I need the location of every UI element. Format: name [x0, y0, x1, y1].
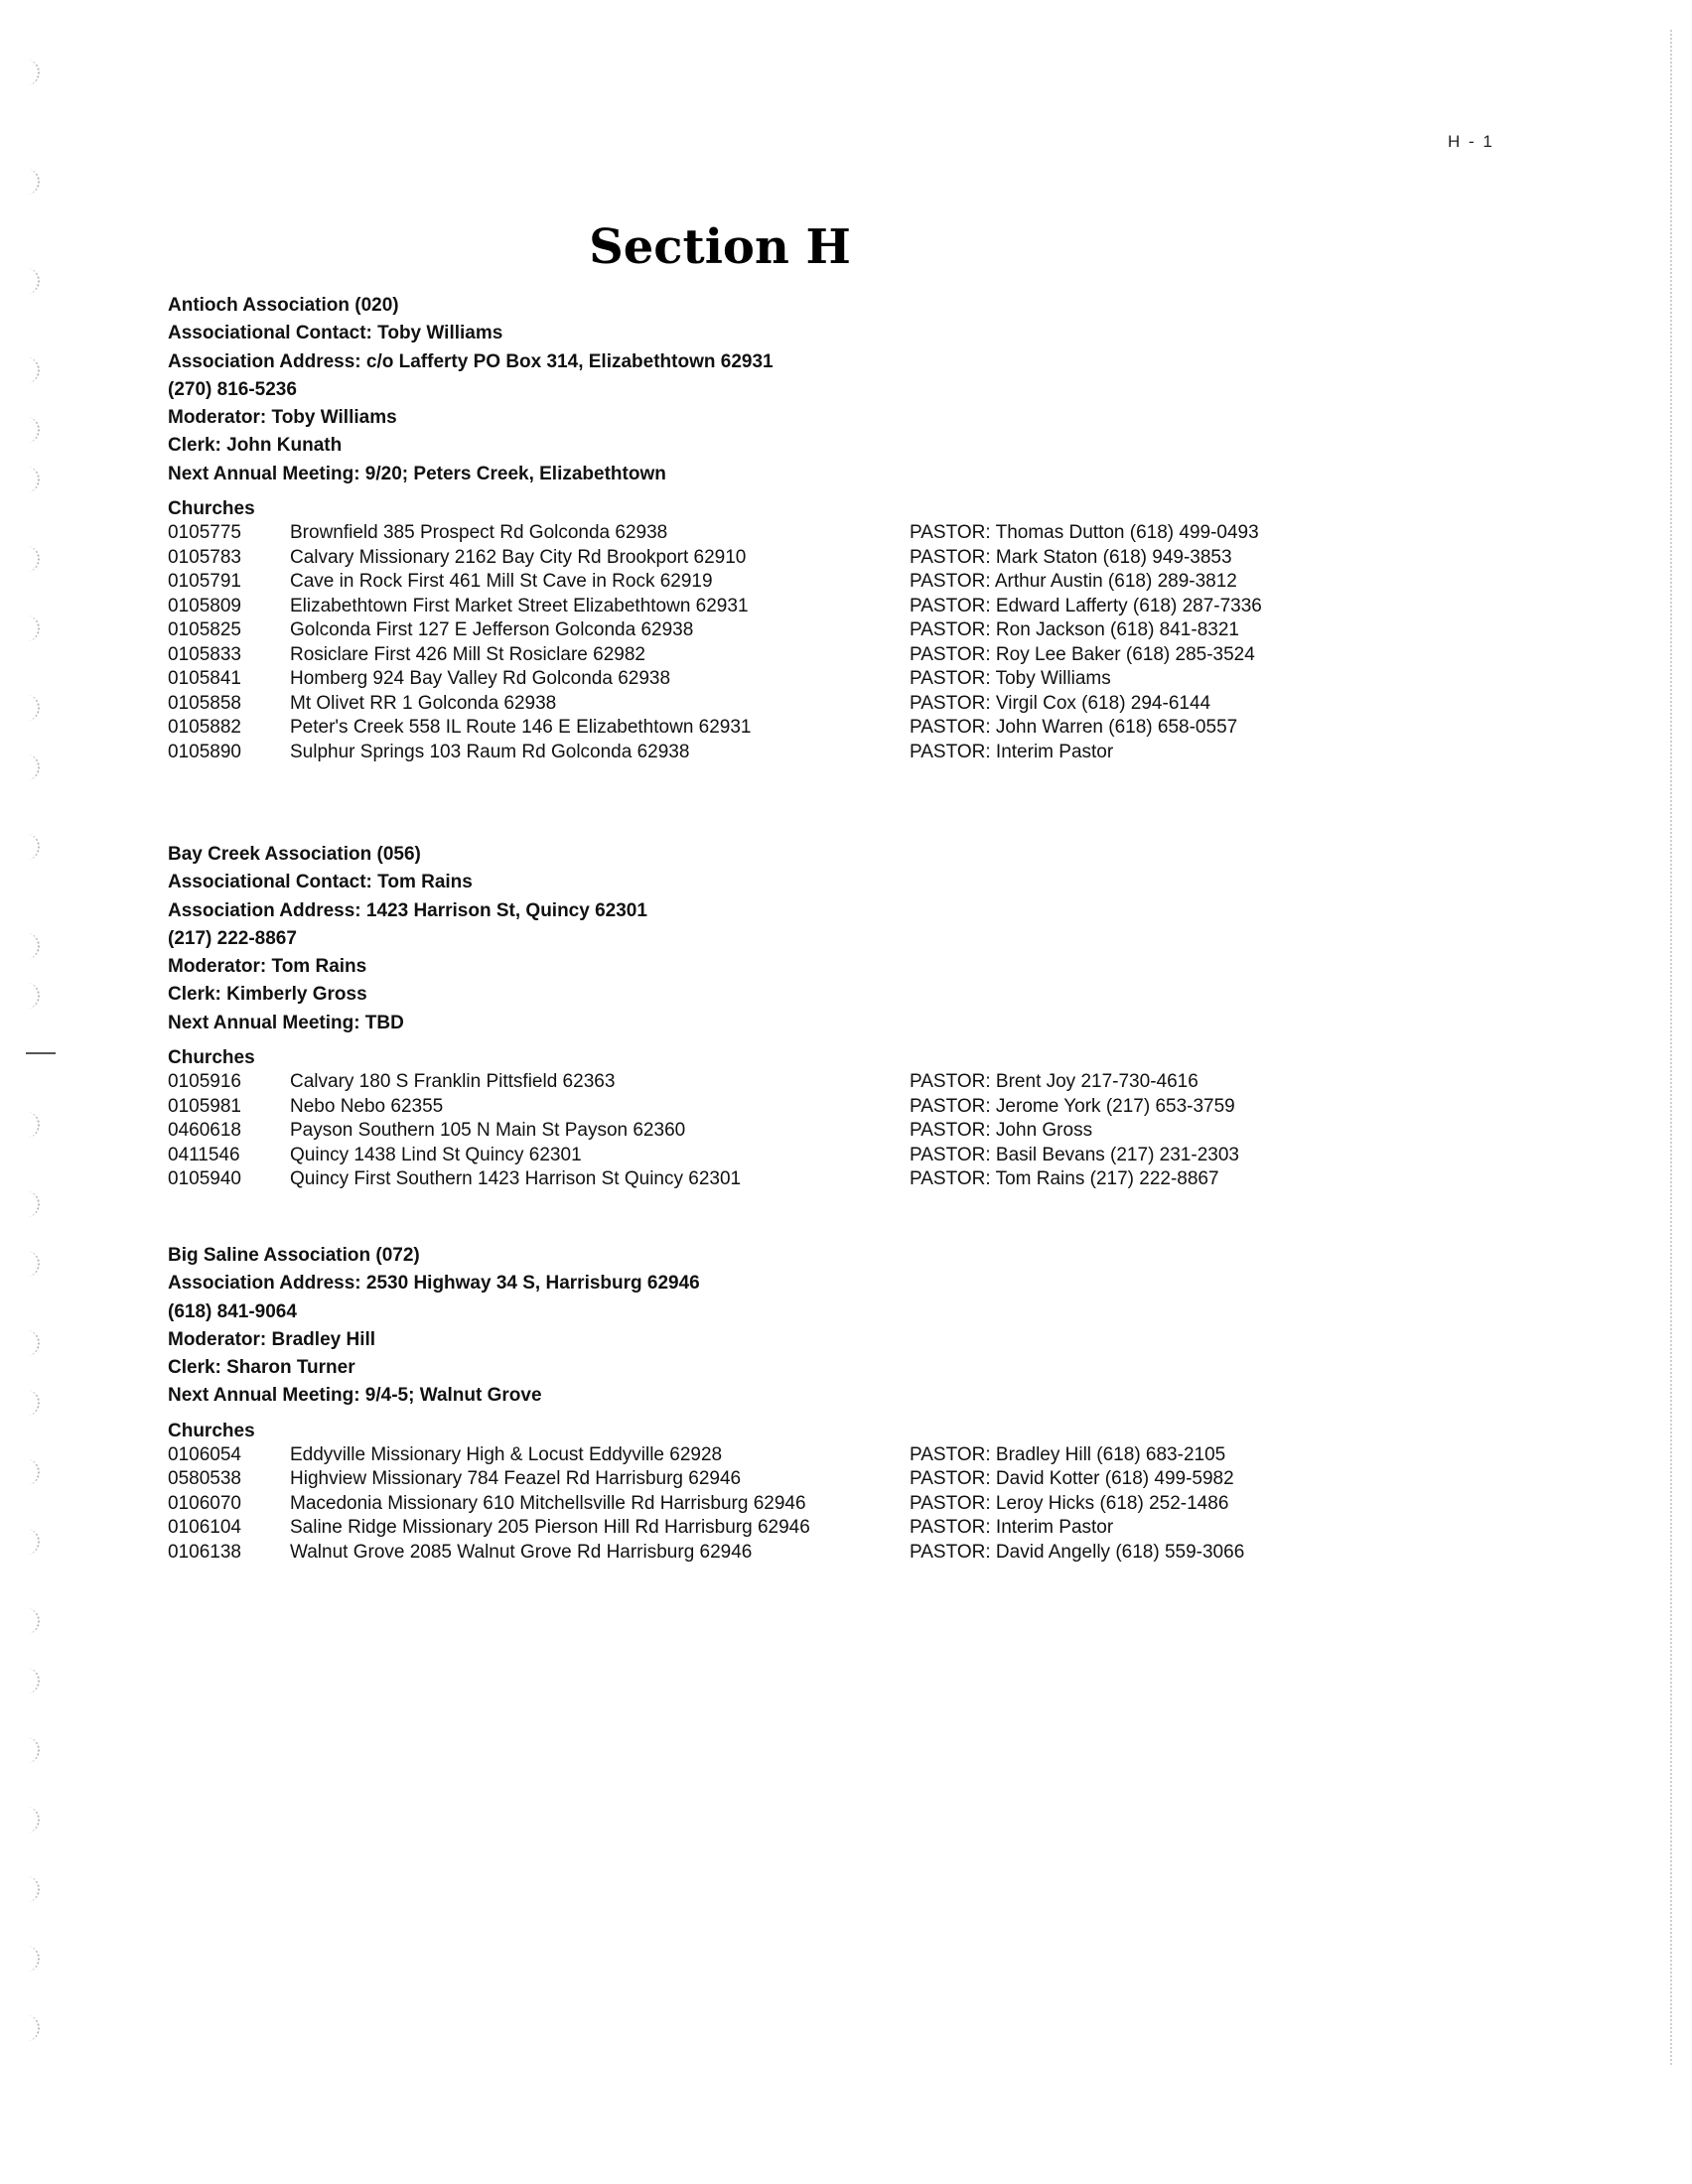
church-row [168, 1167, 1359, 1192]
church-description: Elizabethtown First Market Street Elizabethtown 62931 [290, 595, 749, 616]
church-description: Homberg 924 Bay Valley Rd Golconda 62938 [290, 668, 671, 690]
church-row [168, 1443, 1359, 1468]
association-block [168, 841, 1359, 1192]
church-row [168, 1070, 1359, 1095]
church-row [168, 741, 1359, 765]
church-pastor: PASTOR: Brent Joy 217-730-4616 [910, 1071, 1198, 1093]
church-row [168, 570, 1359, 595]
church-description: Sulphur Springs 103 Raum Rd Golconda 62938 [290, 741, 690, 762]
church-id: 0105841 [168, 668, 241, 690]
church-pastor: PASTOR: Roy Lee Baker (618) 285-3524 [910, 643, 1255, 665]
churches-heading: Churches [168, 498, 255, 520]
church-list [168, 521, 1359, 764]
association-phone: (270) 816-5236 [168, 378, 297, 400]
church-id: 0460618 [168, 1120, 241, 1142]
church-description: Nebo Nebo 62355 [290, 1095, 444, 1117]
church-list [168, 1443, 1359, 1566]
church-pastor: PASTOR: Tom Rains (217) 222-8867 [910, 1168, 1219, 1190]
church-row [168, 595, 1359, 619]
churches-heading: Churches [168, 1047, 255, 1069]
page-number: H - 1 [1448, 132, 1494, 151]
association-block [168, 1242, 1359, 1565]
church-pastor: PASTOR: Jerome York (217) 653-3759 [910, 1095, 1235, 1117]
church-id: 0105783 [168, 546, 241, 568]
church-pastor: PASTOR: Virgil Cox (618) 294-6144 [910, 692, 1211, 714]
association-address: Association Address: 2530 Highway 34 S, Harrisburg 62946 [168, 1273, 700, 1295]
church-id: 0105882 [168, 717, 241, 739]
church-id: 0105981 [168, 1095, 241, 1117]
church-id: 0105775 [168, 522, 241, 544]
association-address: Association Address: c/o Lafferty PO Box 314, Elizabethtown 62931 [168, 350, 774, 372]
church-id: 0105825 [168, 619, 241, 641]
church-id: 0411546 [168, 1144, 240, 1165]
margin-dash-mark [26, 1052, 56, 1054]
church-description: Peter's Creek 558 IL Route 146 E Elizabethtown 62931 [290, 717, 752, 739]
associational-contact: Associational Contact: Toby Williams [168, 323, 503, 344]
church-row [168, 1467, 1359, 1492]
church-description: Eddyville Missionary High & Locust Eddyville 62928 [290, 1443, 723, 1465]
association-info [168, 292, 1359, 488]
church-pastor: PASTOR: Edward Lafferty (618) 287-7336 [910, 595, 1262, 616]
moderator: Moderator: Toby Williams [168, 407, 397, 429]
association-name: Bay Creek Association (056) [168, 844, 421, 865]
church-id: 0105791 [168, 571, 241, 593]
churches-heading: Churches [168, 1420, 255, 1441]
church-id: 0105858 [168, 692, 241, 714]
church-id: 0106070 [168, 1492, 241, 1514]
church-id: 0105940 [168, 1168, 241, 1190]
church-list [168, 1070, 1359, 1192]
association-name: Antioch Association (020) [168, 295, 399, 316]
church-row [168, 546, 1359, 571]
church-pastor: PASTOR: David Kotter (618) 499-5982 [910, 1468, 1234, 1490]
church-pastor: PASTOR: Ron Jackson (618) 841-8321 [910, 619, 1239, 641]
church-row [168, 1144, 1359, 1168]
church-pastor: PASTOR: John Warren (618) 658-0557 [910, 717, 1238, 739]
church-description: Payson Southern 105 N Main St Payson 62360 [290, 1120, 686, 1142]
church-id: 0105833 [168, 643, 241, 665]
church-pastor: PASTOR: Leroy Hicks (618) 252-1486 [910, 1492, 1229, 1514]
church-id: 0105916 [168, 1071, 241, 1093]
church-row [168, 643, 1359, 668]
association-name: Big Saline Association (072) [168, 1245, 420, 1266]
association-info [168, 1242, 1359, 1411]
church-row [168, 1516, 1359, 1541]
church-pastor: PASTOR: David Angelly (618) 559-3066 [910, 1541, 1245, 1563]
church-row [168, 1095, 1359, 1120]
church-pastor: PASTOR: Mark Staton (618) 949-3853 [910, 546, 1232, 568]
church-description: Walnut Grove 2085 Walnut Grove Rd Harrisburg 62946 [290, 1541, 753, 1563]
punch-hole-marks [18, 60, 58, 2124]
church-description: Quincy 1438 Lind St Quincy 62301 [290, 1144, 582, 1165]
church-description: Calvary 180 S Franklin Pittsfield 62363 [290, 1071, 616, 1093]
church-pastor: PASTOR: Toby Williams [910, 668, 1111, 690]
church-pastor: PASTOR: Basil Bevans (217) 231-2303 [910, 1144, 1239, 1165]
church-id: 0105809 [168, 595, 241, 616]
church-row [168, 692, 1359, 717]
next-annual-meeting: Next Annual Meeting: 9/4-5; Walnut Grove [168, 1385, 542, 1407]
church-description: Rosiclare First 426 Mill St Rosiclare 62982 [290, 643, 645, 665]
association-info [168, 841, 1359, 1037]
church-pastor: PASTOR: Interim Pastor [910, 1517, 1114, 1539]
associational-contact: Associational Contact: Tom Rains [168, 872, 473, 893]
church-pastor: PASTOR: John Gross [910, 1120, 1093, 1142]
church-description: Mt Olivet RR 1 Golconda 62938 [290, 692, 557, 714]
church-description: Brownfield 385 Prospect Rd Golconda 62938 [290, 522, 668, 544]
church-id: 0106054 [168, 1443, 241, 1465]
church-pastor: PASTOR: Thomas Dutton (618) 499-0493 [910, 522, 1259, 544]
church-id: 0106104 [168, 1517, 241, 1539]
church-description: Calvary Missionary 2162 Bay City Rd Brookport 62910 [290, 546, 747, 568]
scan-edge-line [1670, 30, 1672, 2065]
church-row [168, 618, 1359, 643]
church-pastor: PASTOR: Bradley Hill (618) 683-2105 [910, 1443, 1226, 1465]
association-address: Association Address: 1423 Harrison St, Quincy 62301 [168, 899, 647, 921]
church-description: Quincy First Southern 1423 Harrison St Quincy 62301 [290, 1168, 742, 1190]
association-phone: (217) 222-8867 [168, 927, 297, 949]
association-phone: (618) 841-9064 [168, 1300, 297, 1322]
church-row [168, 1492, 1359, 1517]
church-id: 0106138 [168, 1541, 241, 1563]
church-pastor: PASTOR: Arthur Austin (618) 289-3812 [910, 571, 1237, 593]
clerk: Clerk: Kimberly Gross [168, 984, 367, 1006]
church-pastor: PASTOR: Interim Pastor [910, 741, 1114, 762]
church-description: Cave in Rock First 461 Mill St Cave in Rock 62919 [290, 571, 713, 593]
church-row [168, 521, 1359, 546]
church-id: 0105890 [168, 741, 241, 762]
moderator: Moderator: Bradley Hill [168, 1328, 376, 1350]
church-description: Macedonia Missionary 610 Mitchellsville Rd Harrisburg 62946 [290, 1492, 806, 1514]
next-annual-meeting: Next Annual Meeting: TBD [168, 1012, 404, 1033]
association-block [168, 292, 1359, 764]
clerk: Clerk: Sharon Turner [168, 1357, 355, 1379]
clerk: Clerk: John Kunath [168, 435, 343, 457]
church-row [168, 716, 1359, 741]
moderator: Moderator: Tom Rains [168, 956, 367, 978]
church-description: Saline Ridge Missionary 205 Pierson Hill Rd Harrisburg 62946 [290, 1517, 810, 1539]
church-description: Highview Missionary 784 Feazel Rd Harrisburg 62946 [290, 1468, 742, 1490]
church-description: Golconda First 127 E Jefferson Golconda 62938 [290, 619, 694, 641]
next-annual-meeting: Next Annual Meeting: 9/20; Peters Creek, Elizabethtown [168, 463, 666, 484]
church-row [168, 667, 1359, 692]
church-row [168, 1541, 1359, 1566]
church-id: 0580538 [168, 1468, 241, 1490]
page-title: Section H [589, 219, 851, 275]
church-row [168, 1119, 1359, 1144]
